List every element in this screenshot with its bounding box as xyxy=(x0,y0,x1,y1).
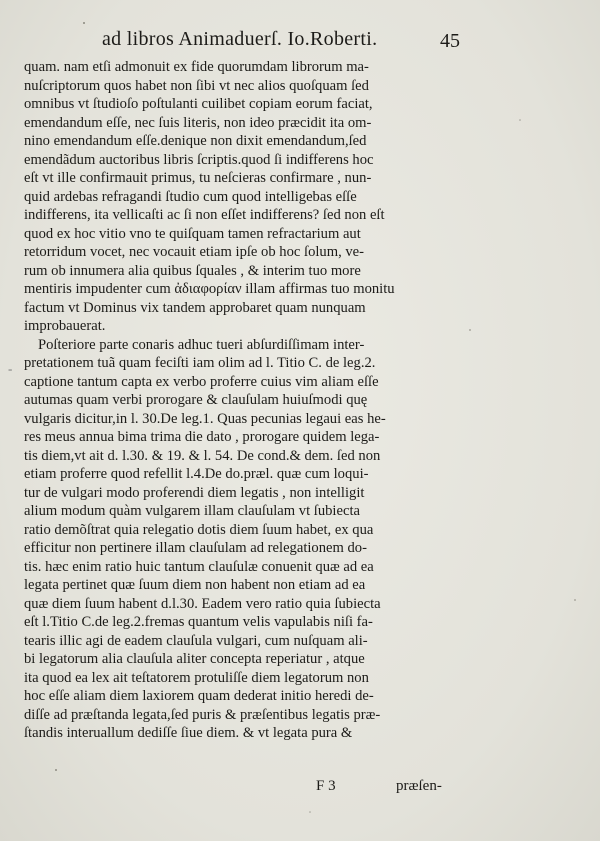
text-line: vulgaris dicitur,in l. 30.De leg.1. Quas pecunias legaui eas he- xyxy=(24,410,386,427)
text-line: quam. nam etſi admonuit ex fide quorumdam librorum ma- xyxy=(24,59,369,75)
body-text xyxy=(24,58,464,743)
text-line: emendandum eſſe, nec ſuis literis, non ideo præcidit ita om- xyxy=(24,114,372,131)
text-line: indifferens, ita vellicaſti ac ſi non eſſet indifferens? ſed non eſt xyxy=(24,207,385,223)
text-line: ſtandis interuallum dediſſe ſiue diem. & vt legata pura & xyxy=(24,725,353,741)
running-head xyxy=(0,22,600,58)
text-line: nino emendandum eſſe.denique non dixit emendandum,ſed xyxy=(24,133,367,149)
text-line: quid ardebas refragandi ſtudio cum quod intelligebas eſſe xyxy=(24,188,357,205)
text-line: omnibus vt ſtudioſo poſtulanti cuilibet copiam eorum faciat, xyxy=(24,96,373,112)
text-line: nuſcriptorum quos habet non ſibi vt nec alios quoſquam ſed xyxy=(24,77,369,94)
running-title: ad libros Animaduerſ. Io.Roberti. xyxy=(102,28,378,50)
text-line: diſſe ad præſtanda legata,ſed puris & præſentibus legatis præ- xyxy=(24,706,381,723)
text-line: pretationem tuã quam feciſti iam olim ad l. Titio C. de leg.2. xyxy=(24,355,376,371)
text-line: improbauerat. xyxy=(24,318,106,334)
text-line: tearis illic agi de eadem clauſula vulgari, cum nuſquam ali- xyxy=(24,632,368,649)
text-line: captione tantum capta ex verbo proferre cuius vim aliam eſſe xyxy=(24,373,379,390)
text-line: autumas quam verbi prorogare & clauſulam huiuſmodi quę xyxy=(24,392,368,408)
text-line: quæ diem ſuum habent d.l.30. Eadem vero ratio quia ſubiecta xyxy=(24,595,381,612)
text-line: alium modum quàm vulgarem illam clauſulam vt ſubiecta xyxy=(24,503,360,519)
text-line: rum ob innumera alia quibus ſquales , & interim tuo more xyxy=(24,262,361,279)
signature-mark: F 3 xyxy=(316,778,336,794)
text-line: factum vt Dominus vix tandem approbaret quam nunquam xyxy=(24,299,366,316)
text-line: etiam proferre quod refellit l.4.De do.præl. quæ cum loqui- xyxy=(24,466,369,482)
footer-line xyxy=(0,778,600,800)
text-line: eſt l.Titio C.de leg.2.fremas quantum velis vapulabis niſi fa- xyxy=(24,614,373,630)
text-line: efficitur non pertinere illam clauſulam ad relegationem do- xyxy=(24,540,367,556)
text-line: quod ex hoc vitio vno te quiſquam tamen refractarium aut xyxy=(24,225,361,242)
paragraph-marker: - xyxy=(8,361,13,376)
text-line: legata pertinet quæ ſuum diem non habent non etiam ad ea xyxy=(24,577,366,593)
text-line: eſt vt ille confirmauit primus, tu neſcieras confirmare , nun- xyxy=(24,170,372,186)
text-line: mentiris impudenter cum ἀδιαφορίαν illam affirmas tuo monitu xyxy=(24,281,395,297)
text-line: retorridum vocet, nec vocauit etiam ipſe ob hoc ſolum, ve- xyxy=(24,244,365,260)
text-line: tur de vulgari modo proferendi diem legatis , non intelligit xyxy=(24,484,365,501)
catchword: præſen- xyxy=(396,778,442,794)
text-line: ita quod ea lex ait teſtatorem protuliſſe diem legatorum non xyxy=(24,669,369,686)
text-line: hoc eſſe aliam diem laxiorem quam dederat initio heredi de- xyxy=(24,688,374,704)
page-number: 45 xyxy=(440,30,460,52)
text-line: Poſteriore parte conaris adhuc tueri abſurdiſſimam inter- xyxy=(38,336,365,353)
text-line: tis diem,vt ait d. l.30. & 19. & l. 54. De cond.& dem. ſed non xyxy=(24,447,381,464)
text-line: res meus annua bima trima die dato , prorogare quidem lega- xyxy=(24,429,380,445)
text-line: emendãdum auctoribus libris ſcriptis.quod ſi indifferens hoc xyxy=(24,151,374,168)
text-line: bi legatorum alia clauſula aliter concepta reperiatur , atque xyxy=(24,651,365,667)
text-line: tis. hæc enim ratio huic tantum clauſulæ conuenit quæ ad ea xyxy=(24,558,374,575)
text-line: ratio demõſtrat quia relegatio dotis diem ſuum habet, ex qua xyxy=(24,521,374,538)
